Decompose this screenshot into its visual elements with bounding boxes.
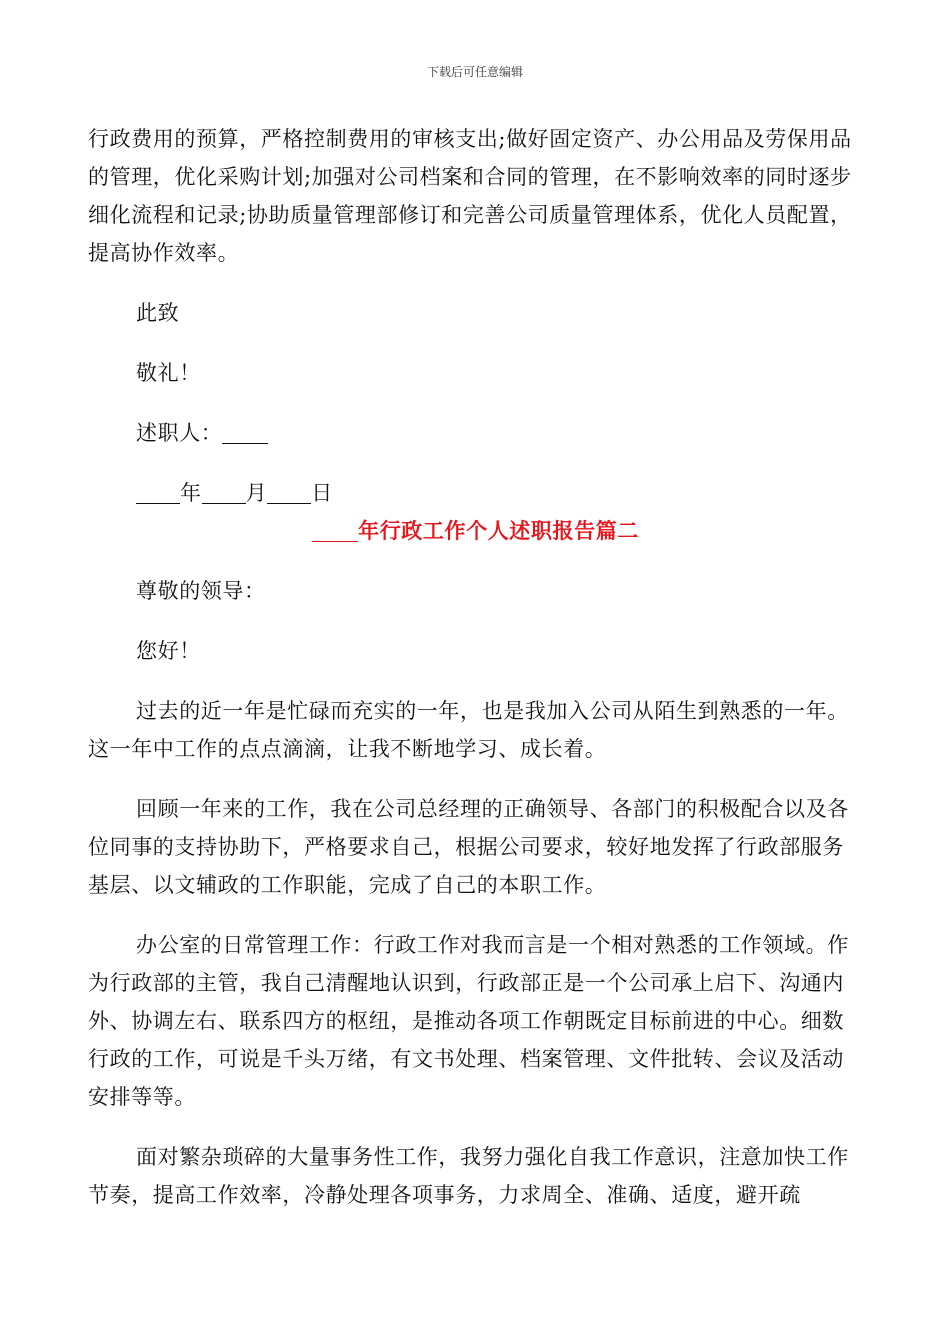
paragraph-1: 过去的近一年是忙碌而充实的一年，也是我加入公司从陌生到熟悉的一年。这一年中工作的点点滴滴，让我不断地学习、成长着。 — [88, 699, 849, 761]
date-month-label: 月 — [245, 481, 268, 505]
document-body — [88, 120, 863, 1214]
closing-line-1: 此致 — [136, 301, 180, 325]
paragraph-2: 回顾一年来的工作，我在公司总经理的正确领导、各部门的积极配合以及各位同事的支持协助下，严格要求自己，根据公司要求，较好地发挥了行政部服务基层、以文辅政的工作职能，完成了自己的本职工作。 — [88, 797, 849, 897]
signature-blank — [222, 421, 268, 444]
paragraph-4: 面对繁杂琐碎的大量事务性工作，我努力强化自我工作意识，注意加快工作节奏，提高工作效率，冷静处理各项事务，力求周全、准确、适度，避开疏 — [88, 1145, 849, 1207]
greeting: 您好！ — [136, 639, 201, 663]
date-line — [88, 474, 863, 512]
closing-line-2: 敬礼！ — [136, 361, 201, 385]
signature-line — [88, 414, 863, 452]
salutation: 尊敬的领导： — [136, 579, 266, 603]
signature-label: 述职人： — [136, 421, 223, 445]
day-blank — [267, 481, 311, 504]
paragraph-3: 办公室的日常管理工作：行政工作对我而言是一个相对熟悉的工作领域。作为行政部的主管，我自己清醒地认识到，行政部正是一个公司承上启下、沟通内外、协调左右、联系四方的枢纽，是推动各项工作朝既定目标前进的中心。细数行政的工作，可说是千头万绪，有文书处理、档案管理、文件批转、会议及活动安排等等。 — [88, 933, 849, 1109]
date-year-label: 年 — [180, 481, 202, 505]
section-title — [88, 512, 863, 550]
title-year-blank — [312, 519, 358, 542]
page-header: 下载后可任意编辑 — [426, 65, 523, 79]
paragraph-continuation: 行政费用的预算，严格控制费用的审核支出;做好固定资产、办公用品及劳保用品的管理，优化采购计划;加强对公司档案和合同的管理，在不影响效率的同时逐步细化流程和记录;协助质量管理部修订和完善公司质量管理体系，优化人员配置，提高协作效率。 — [88, 127, 852, 265]
section-title-text: 年行政工作个人述职报告篇二 — [358, 518, 639, 543]
month-blank — [202, 481, 246, 504]
date-day-label: 日 — [311, 481, 333, 505]
year-blank — [136, 481, 180, 504]
